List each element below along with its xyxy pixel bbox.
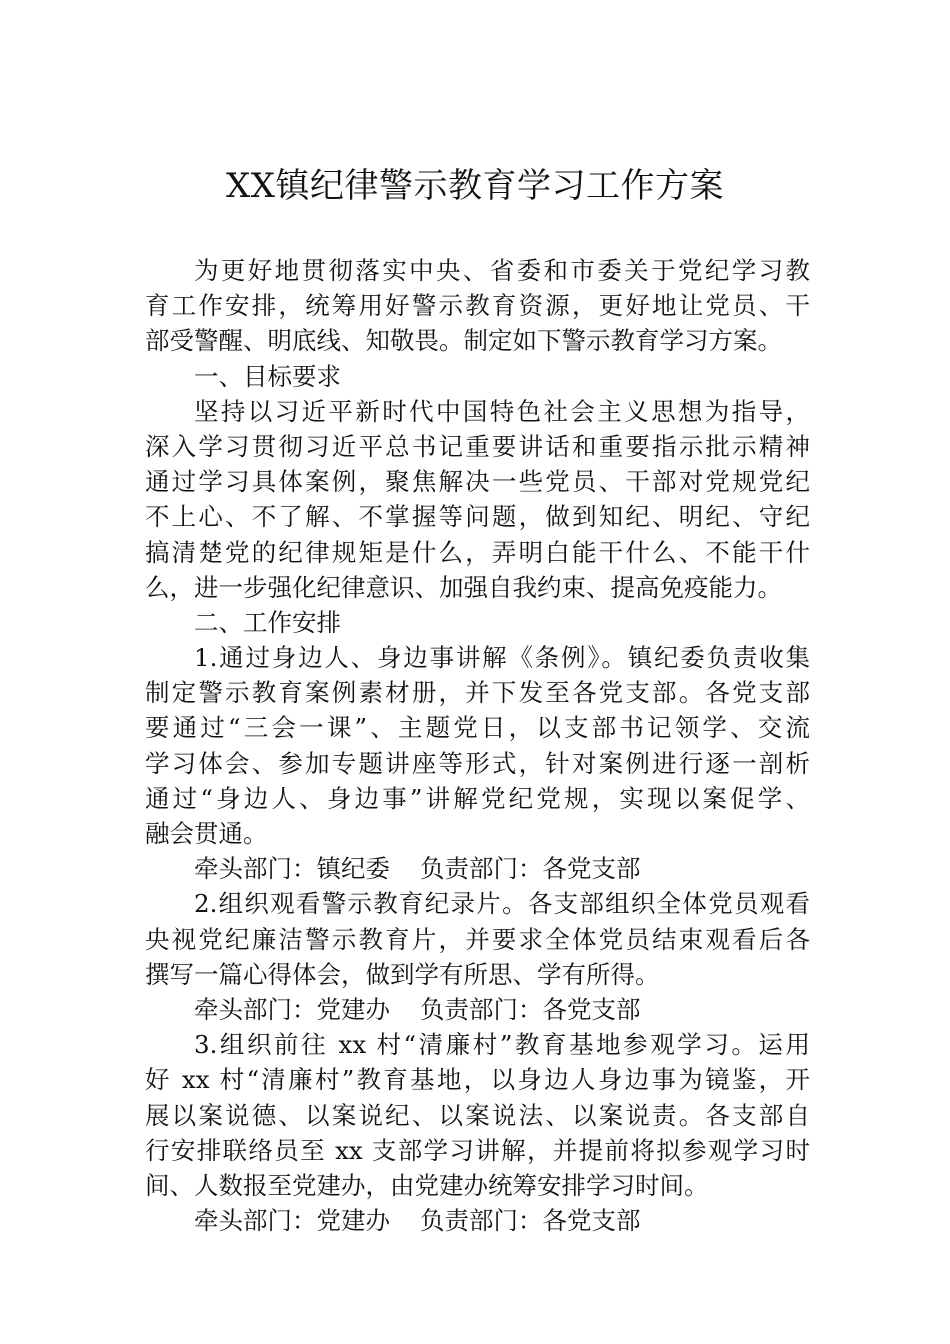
paragraph-line: 部受警醒、明底线、知敬畏。制定如下警示教育学习方案。 xyxy=(145,326,782,356)
responsible-department: 负责部门：各党支部 xyxy=(420,1206,641,1236)
lead-department: 牵头部门：党建办 xyxy=(194,994,390,1024)
paragraph-line: 融会贯通。 xyxy=(145,819,268,848)
paragraph-line: 学习体会、参加专题讲座等形式，针对案例进行逐一剖析 xyxy=(145,748,810,778)
paragraph-line: 育工作安排，统筹用好警示教育资源，更好地让党员、干 xyxy=(145,291,810,321)
paragraph-line: 么，进一步强化纪律意识、加强自我约束、提高免疫能力。 xyxy=(145,572,782,602)
department-line xyxy=(145,851,810,886)
paragraph-line: 制定警示教育案例素材册，并下发至各党支部。各党支部 xyxy=(145,678,810,708)
paragraph-line: 1.通过身边人、身边事讲解《条例》。镇纪委负责收集 xyxy=(194,643,810,673)
paragraph-line: 好 xx 村“清廉村”教育基地，以身边人身边事为镜鉴，开 xyxy=(145,1065,810,1095)
paragraph-line: 间、人数报至党建办，由党建办统筹安排学习时间。 xyxy=(145,1170,709,1200)
paragraph-line: 要通过“三会一课”、主题党日，以支部书记领学、交流 xyxy=(145,713,810,743)
paragraph-line: 深入学习贯彻习近平总书记重要讲话和重要指示批示精神 xyxy=(145,431,810,461)
paragraph-line: 搞清楚党的纪律规矩是什么，弄明白能干什么、不能干什 xyxy=(145,537,810,567)
paragraph-line: 撰写一篇心得体会，做到学有所思、学有所得。 xyxy=(145,959,660,989)
paragraph-line: 展以案说德、以案说纪、以案说法、以案说责。各支部自 xyxy=(145,1100,810,1130)
paragraph-line: 坚持以习近平新时代中国特色社会主义思想为指导， xyxy=(194,396,810,426)
section-heading: 一、目标要求 xyxy=(194,361,341,391)
lead-department: 牵头部门：镇纪委 xyxy=(194,854,390,884)
lead-department: 牵头部门：党建办 xyxy=(194,1206,390,1236)
document-body xyxy=(145,253,810,1238)
paragraph-line: 通过学习具体案例，聚焦解决一些党员、干部对党规党纪 xyxy=(145,467,810,497)
paragraph-line: 2.组织观看警示教育纪录片。各支部组织全体党员观看 xyxy=(194,889,810,919)
paragraph-line: 为更好地贯彻落实中央、省委和市委关于党纪学习教 xyxy=(194,256,810,285)
document-title: XX镇纪律警示教育学习工作方案 xyxy=(226,166,724,206)
department-line xyxy=(145,1203,810,1238)
responsible-department: 负责部门：各党支部 xyxy=(420,994,641,1024)
responsible-department: 负责部门：各党支部 xyxy=(420,854,641,884)
paragraph-line: 行安排联络员至 xx 支部学习讲解，并提前将拟参观学习时 xyxy=(145,1135,810,1165)
section-heading: 二、工作安排 xyxy=(194,607,341,637)
paragraph-line: 3.组织前往 xx 村“清廉村”教育基地参观学习。运用 xyxy=(194,1030,810,1060)
paragraph-line: 通过“身边人、身边事”讲解党纪党规，实现以案促学、 xyxy=(145,783,810,813)
paragraph-line: 央视党纪廉洁警示教育片，并要求全体党员结束观看后各 xyxy=(145,924,810,954)
department-line xyxy=(145,992,810,1027)
paragraph-line: 不上心、不了解、不掌握等问题，做到知纪、明纪、守纪 xyxy=(145,502,810,532)
